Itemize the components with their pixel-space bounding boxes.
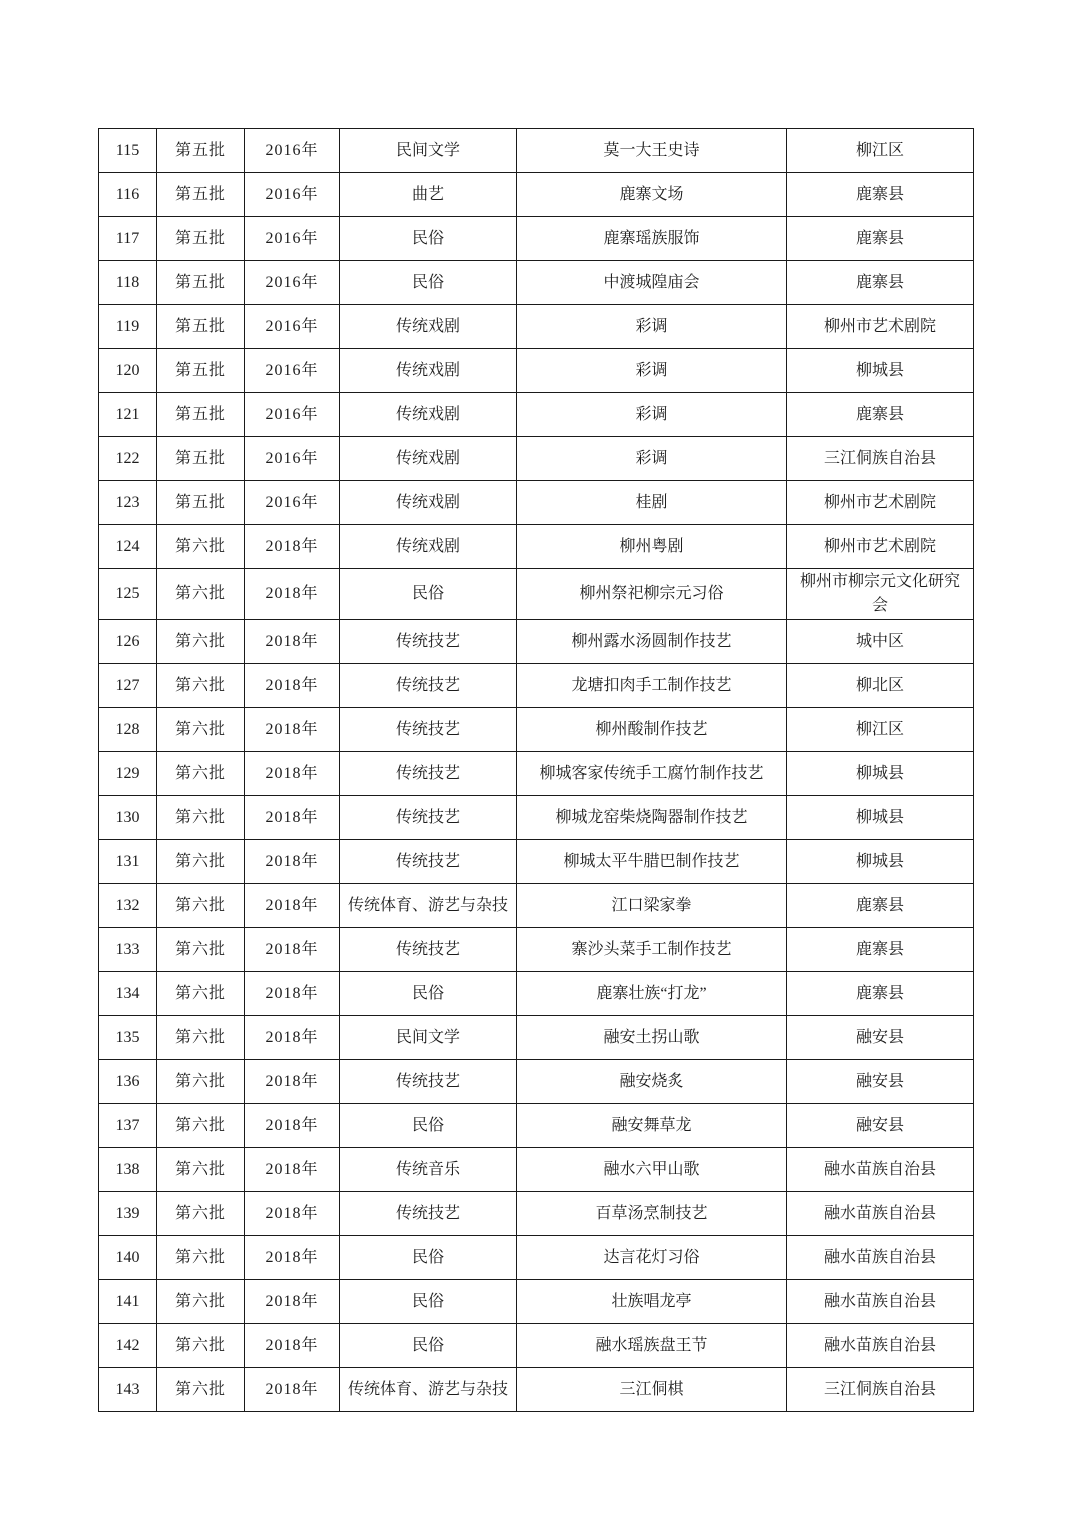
table-row bbox=[99, 173, 974, 217]
table-cell: 柳州祭祀柳宗元习俗 bbox=[517, 569, 787, 620]
table-row bbox=[99, 928, 974, 972]
table-cell: 民俗 bbox=[340, 1324, 517, 1368]
table-cell: 柳州市艺术剧院 bbox=[787, 305, 974, 349]
table-row bbox=[99, 525, 974, 569]
table-cell: 彩调 bbox=[517, 305, 787, 349]
table-row bbox=[99, 796, 974, 840]
table-cell: 鹿寨县 bbox=[787, 393, 974, 437]
table-row bbox=[99, 1368, 974, 1412]
table-cell: 第五批 bbox=[157, 217, 245, 261]
table-cell: 民俗 bbox=[340, 1280, 517, 1324]
table-cell: 鹿寨县 bbox=[787, 972, 974, 1016]
table-cell: 传统技艺 bbox=[340, 664, 517, 708]
table-cell: 传统戏剧 bbox=[340, 437, 517, 481]
table-cell: 138 bbox=[99, 1148, 157, 1192]
table-cell: 第五批 bbox=[157, 481, 245, 525]
table-cell: 143 bbox=[99, 1368, 157, 1412]
table-cell: 融安县 bbox=[787, 1016, 974, 1060]
table-cell: 第六批 bbox=[157, 569, 245, 620]
table-row bbox=[99, 393, 974, 437]
table-cell: 2018年 bbox=[245, 928, 340, 972]
table-cell: 第六批 bbox=[157, 1368, 245, 1412]
table-cell: 2018年 bbox=[245, 620, 340, 664]
table-cell: 柳城太平牛腊巴制作技艺 bbox=[517, 840, 787, 884]
table-cell: 2018年 bbox=[245, 1368, 340, 1412]
table-cell: 2016年 bbox=[245, 349, 340, 393]
table-cell: 2018年 bbox=[245, 840, 340, 884]
table-row bbox=[99, 664, 974, 708]
table-cell: 彩调 bbox=[517, 437, 787, 481]
table-cell: 传统技艺 bbox=[340, 620, 517, 664]
table-row bbox=[99, 569, 974, 620]
table-cell: 三江侗族自治县 bbox=[787, 1368, 974, 1412]
table-cell: 第六批 bbox=[157, 664, 245, 708]
table-cell: 116 bbox=[99, 173, 157, 217]
table-cell: 柳城县 bbox=[787, 796, 974, 840]
table-cell: 2016年 bbox=[245, 305, 340, 349]
table-cell: 鹿寨县 bbox=[787, 884, 974, 928]
table-cell: 传统戏剧 bbox=[340, 305, 517, 349]
table-row bbox=[99, 1016, 974, 1060]
table-cell: 117 bbox=[99, 217, 157, 261]
table-cell: 第五批 bbox=[157, 393, 245, 437]
table-cell: 传统技艺 bbox=[340, 752, 517, 796]
table-cell: 传统技艺 bbox=[340, 928, 517, 972]
table-cell: 民俗 bbox=[340, 261, 517, 305]
table-cell: 柳城县 bbox=[787, 349, 974, 393]
table-cell: 壮族唱龙亭 bbox=[517, 1280, 787, 1324]
table-cell: 融安土拐山歌 bbox=[517, 1016, 787, 1060]
table-cell: 柳城龙窑柴烧陶器制作技艺 bbox=[517, 796, 787, 840]
table-cell: 2018年 bbox=[245, 1060, 340, 1104]
table-cell: 百草汤烹制技艺 bbox=[517, 1192, 787, 1236]
table-cell: 2018年 bbox=[245, 752, 340, 796]
table-row bbox=[99, 1236, 974, 1280]
table-cell: 120 bbox=[99, 349, 157, 393]
table-cell: 第六批 bbox=[157, 525, 245, 569]
table-cell: 莫一大王史诗 bbox=[517, 129, 787, 173]
table-cell: 柳州粤剧 bbox=[517, 525, 787, 569]
table-row bbox=[99, 481, 974, 525]
table-cell: 141 bbox=[99, 1280, 157, 1324]
table-cell: 传统戏剧 bbox=[340, 481, 517, 525]
table-cell: 第六批 bbox=[157, 1104, 245, 1148]
table-row bbox=[99, 349, 974, 393]
table-cell: 135 bbox=[99, 1016, 157, 1060]
table-cell: 第六批 bbox=[157, 620, 245, 664]
table-cell: 融水六甲山歌 bbox=[517, 1148, 787, 1192]
table-cell: 柳江区 bbox=[787, 708, 974, 752]
table-cell: 2018年 bbox=[245, 1016, 340, 1060]
table-cell: 127 bbox=[99, 664, 157, 708]
table-cell: 130 bbox=[99, 796, 157, 840]
table-cell: 第五批 bbox=[157, 261, 245, 305]
table-cell: 第六批 bbox=[157, 1192, 245, 1236]
table-cell: 第六批 bbox=[157, 972, 245, 1016]
table-cell: 第六批 bbox=[157, 1280, 245, 1324]
table-cell: 第六批 bbox=[157, 752, 245, 796]
table-cell: 柳州露水汤圆制作技艺 bbox=[517, 620, 787, 664]
table-cell: 2016年 bbox=[245, 261, 340, 305]
table-cell: 彩调 bbox=[517, 393, 787, 437]
table-cell: 鹿寨县 bbox=[787, 173, 974, 217]
table-cell: 传统戏剧 bbox=[340, 525, 517, 569]
table-row bbox=[99, 305, 974, 349]
table-cell: 136 bbox=[99, 1060, 157, 1104]
table-cell: 2018年 bbox=[245, 1324, 340, 1368]
table-cell: 柳州酸制作技艺 bbox=[517, 708, 787, 752]
table-cell: 第五批 bbox=[157, 129, 245, 173]
table-cell: 柳州市柳宗元文化研究会 bbox=[787, 569, 974, 620]
table-cell: 123 bbox=[99, 481, 157, 525]
table-cell: 第六批 bbox=[157, 884, 245, 928]
heritage-table bbox=[98, 128, 974, 1412]
table-cell: 118 bbox=[99, 261, 157, 305]
table-row bbox=[99, 840, 974, 884]
table-row bbox=[99, 1324, 974, 1368]
table-cell: 融水苗族自治县 bbox=[787, 1148, 974, 1192]
table-cell: 传统技艺 bbox=[340, 840, 517, 884]
table-row bbox=[99, 1060, 974, 1104]
table-row bbox=[99, 261, 974, 305]
table-cell: 传统戏剧 bbox=[340, 349, 517, 393]
table-cell: 142 bbox=[99, 1324, 157, 1368]
table-row bbox=[99, 1192, 974, 1236]
table-cell: 2018年 bbox=[245, 569, 340, 620]
table-cell: 彩调 bbox=[517, 349, 787, 393]
table-cell: 民俗 bbox=[340, 217, 517, 261]
table-cell: 鹿寨县 bbox=[787, 261, 974, 305]
table-cell: 第六批 bbox=[157, 1060, 245, 1104]
table-cell: 江口梁家拳 bbox=[517, 884, 787, 928]
table-cell: 122 bbox=[99, 437, 157, 481]
table-cell: 2016年 bbox=[245, 481, 340, 525]
table-row bbox=[99, 1280, 974, 1324]
table-cell: 2016年 bbox=[245, 173, 340, 217]
table-cell: 2018年 bbox=[245, 664, 340, 708]
table-cell: 民俗 bbox=[340, 1236, 517, 1280]
table-cell: 龙塘扣肉手工制作技艺 bbox=[517, 664, 787, 708]
table-cell: 融安烧炙 bbox=[517, 1060, 787, 1104]
table-cell: 融安舞草龙 bbox=[517, 1104, 787, 1148]
table-cell: 第六批 bbox=[157, 928, 245, 972]
table-cell: 2018年 bbox=[245, 796, 340, 840]
table-cell: 2016年 bbox=[245, 437, 340, 481]
table-cell: 第六批 bbox=[157, 1148, 245, 1192]
table-cell: 140 bbox=[99, 1236, 157, 1280]
table-row bbox=[99, 708, 974, 752]
table-cell: 传统体育、游艺与杂技 bbox=[340, 1368, 517, 1412]
table-cell: 鹿寨文场 bbox=[517, 173, 787, 217]
heritage-table-body bbox=[99, 129, 974, 1412]
table-row bbox=[99, 972, 974, 1016]
table-cell: 2018年 bbox=[245, 884, 340, 928]
table-cell: 民俗 bbox=[340, 569, 517, 620]
table-cell: 第五批 bbox=[157, 173, 245, 217]
table-cell: 119 bbox=[99, 305, 157, 349]
table-cell: 2018年 bbox=[245, 708, 340, 752]
table-cell: 民俗 bbox=[340, 972, 517, 1016]
table-cell: 134 bbox=[99, 972, 157, 1016]
table-cell: 第五批 bbox=[157, 349, 245, 393]
table-cell: 第六批 bbox=[157, 840, 245, 884]
table-row bbox=[99, 620, 974, 664]
table-row bbox=[99, 217, 974, 261]
table-cell: 传统技艺 bbox=[340, 1192, 517, 1236]
table-cell: 2016年 bbox=[245, 217, 340, 261]
table-cell: 融水瑶族盘王节 bbox=[517, 1324, 787, 1368]
table-cell: 126 bbox=[99, 620, 157, 664]
table-cell: 柳江区 bbox=[787, 129, 974, 173]
table-cell: 124 bbox=[99, 525, 157, 569]
table-cell: 2016年 bbox=[245, 393, 340, 437]
table-cell: 第六批 bbox=[157, 1236, 245, 1280]
table-cell: 131 bbox=[99, 840, 157, 884]
table-cell: 121 bbox=[99, 393, 157, 437]
table-cell: 传统音乐 bbox=[340, 1148, 517, 1192]
table-cell: 传统体育、游艺与杂技 bbox=[340, 884, 517, 928]
table-cell: 鹿寨壮族“打龙” bbox=[517, 972, 787, 1016]
table-cell: 融水苗族自治县 bbox=[787, 1192, 974, 1236]
table-cell: 达言花灯习俗 bbox=[517, 1236, 787, 1280]
table-cell: 第五批 bbox=[157, 305, 245, 349]
table-cell: 139 bbox=[99, 1192, 157, 1236]
table-cell: 融水苗族自治县 bbox=[787, 1280, 974, 1324]
table-cell: 2018年 bbox=[245, 972, 340, 1016]
table-cell: 三江侗族自治县 bbox=[787, 437, 974, 481]
table-cell: 第六批 bbox=[157, 708, 245, 752]
table-cell: 2018年 bbox=[245, 1192, 340, 1236]
table-cell: 中渡城隍庙会 bbox=[517, 261, 787, 305]
table-cell: 传统技艺 bbox=[340, 796, 517, 840]
table-cell: 137 bbox=[99, 1104, 157, 1148]
table-cell: 三江侗棋 bbox=[517, 1368, 787, 1412]
table-cell: 鹿寨县 bbox=[787, 928, 974, 972]
table-cell: 2018年 bbox=[245, 1280, 340, 1324]
table-cell: 第六批 bbox=[157, 1016, 245, 1060]
table-cell: 融安县 bbox=[787, 1104, 974, 1148]
table-cell: 曲艺 bbox=[340, 173, 517, 217]
table-cell: 115 bbox=[99, 129, 157, 173]
table-cell: 融水苗族自治县 bbox=[787, 1324, 974, 1368]
table-cell: 融安县 bbox=[787, 1060, 974, 1104]
table-cell: 柳城客家传统手工腐竹制作技艺 bbox=[517, 752, 787, 796]
table-row bbox=[99, 129, 974, 173]
table-cell: 125 bbox=[99, 569, 157, 620]
table-cell: 融水苗族自治县 bbox=[787, 1236, 974, 1280]
table-row bbox=[99, 1148, 974, 1192]
table-row bbox=[99, 1104, 974, 1148]
table-cell: 民间文学 bbox=[340, 129, 517, 173]
table-cell: 第六批 bbox=[157, 796, 245, 840]
table-cell: 第五批 bbox=[157, 437, 245, 481]
table-cell: 鹿寨县 bbox=[787, 217, 974, 261]
table-cell: 第六批 bbox=[157, 1324, 245, 1368]
table-cell: 132 bbox=[99, 884, 157, 928]
table-cell: 129 bbox=[99, 752, 157, 796]
table-cell: 柳北区 bbox=[787, 664, 974, 708]
table-cell: 寨沙头菜手工制作技艺 bbox=[517, 928, 787, 972]
table-cell: 鹿寨瑶族服饰 bbox=[517, 217, 787, 261]
table-cell: 传统技艺 bbox=[340, 1060, 517, 1104]
table-cell: 柳州市艺术剧院 bbox=[787, 525, 974, 569]
table-cell: 传统戏剧 bbox=[340, 393, 517, 437]
table-cell: 柳州市艺术剧院 bbox=[787, 481, 974, 525]
table-cell: 2018年 bbox=[245, 1236, 340, 1280]
table-cell: 柳城县 bbox=[787, 840, 974, 884]
table-cell: 传统技艺 bbox=[340, 708, 517, 752]
table-cell: 2018年 bbox=[245, 525, 340, 569]
table-cell: 民俗 bbox=[340, 1104, 517, 1148]
table-row bbox=[99, 437, 974, 481]
table-row bbox=[99, 752, 974, 796]
table-cell: 2018年 bbox=[245, 1148, 340, 1192]
table-cell: 133 bbox=[99, 928, 157, 972]
table-cell: 桂剧 bbox=[517, 481, 787, 525]
table-cell: 柳城县 bbox=[787, 752, 974, 796]
table-cell: 2016年 bbox=[245, 129, 340, 173]
table-cell: 城中区 bbox=[787, 620, 974, 664]
table-row bbox=[99, 884, 974, 928]
table-cell: 2018年 bbox=[245, 1104, 340, 1148]
table-cell: 128 bbox=[99, 708, 157, 752]
table-cell: 民间文学 bbox=[340, 1016, 517, 1060]
